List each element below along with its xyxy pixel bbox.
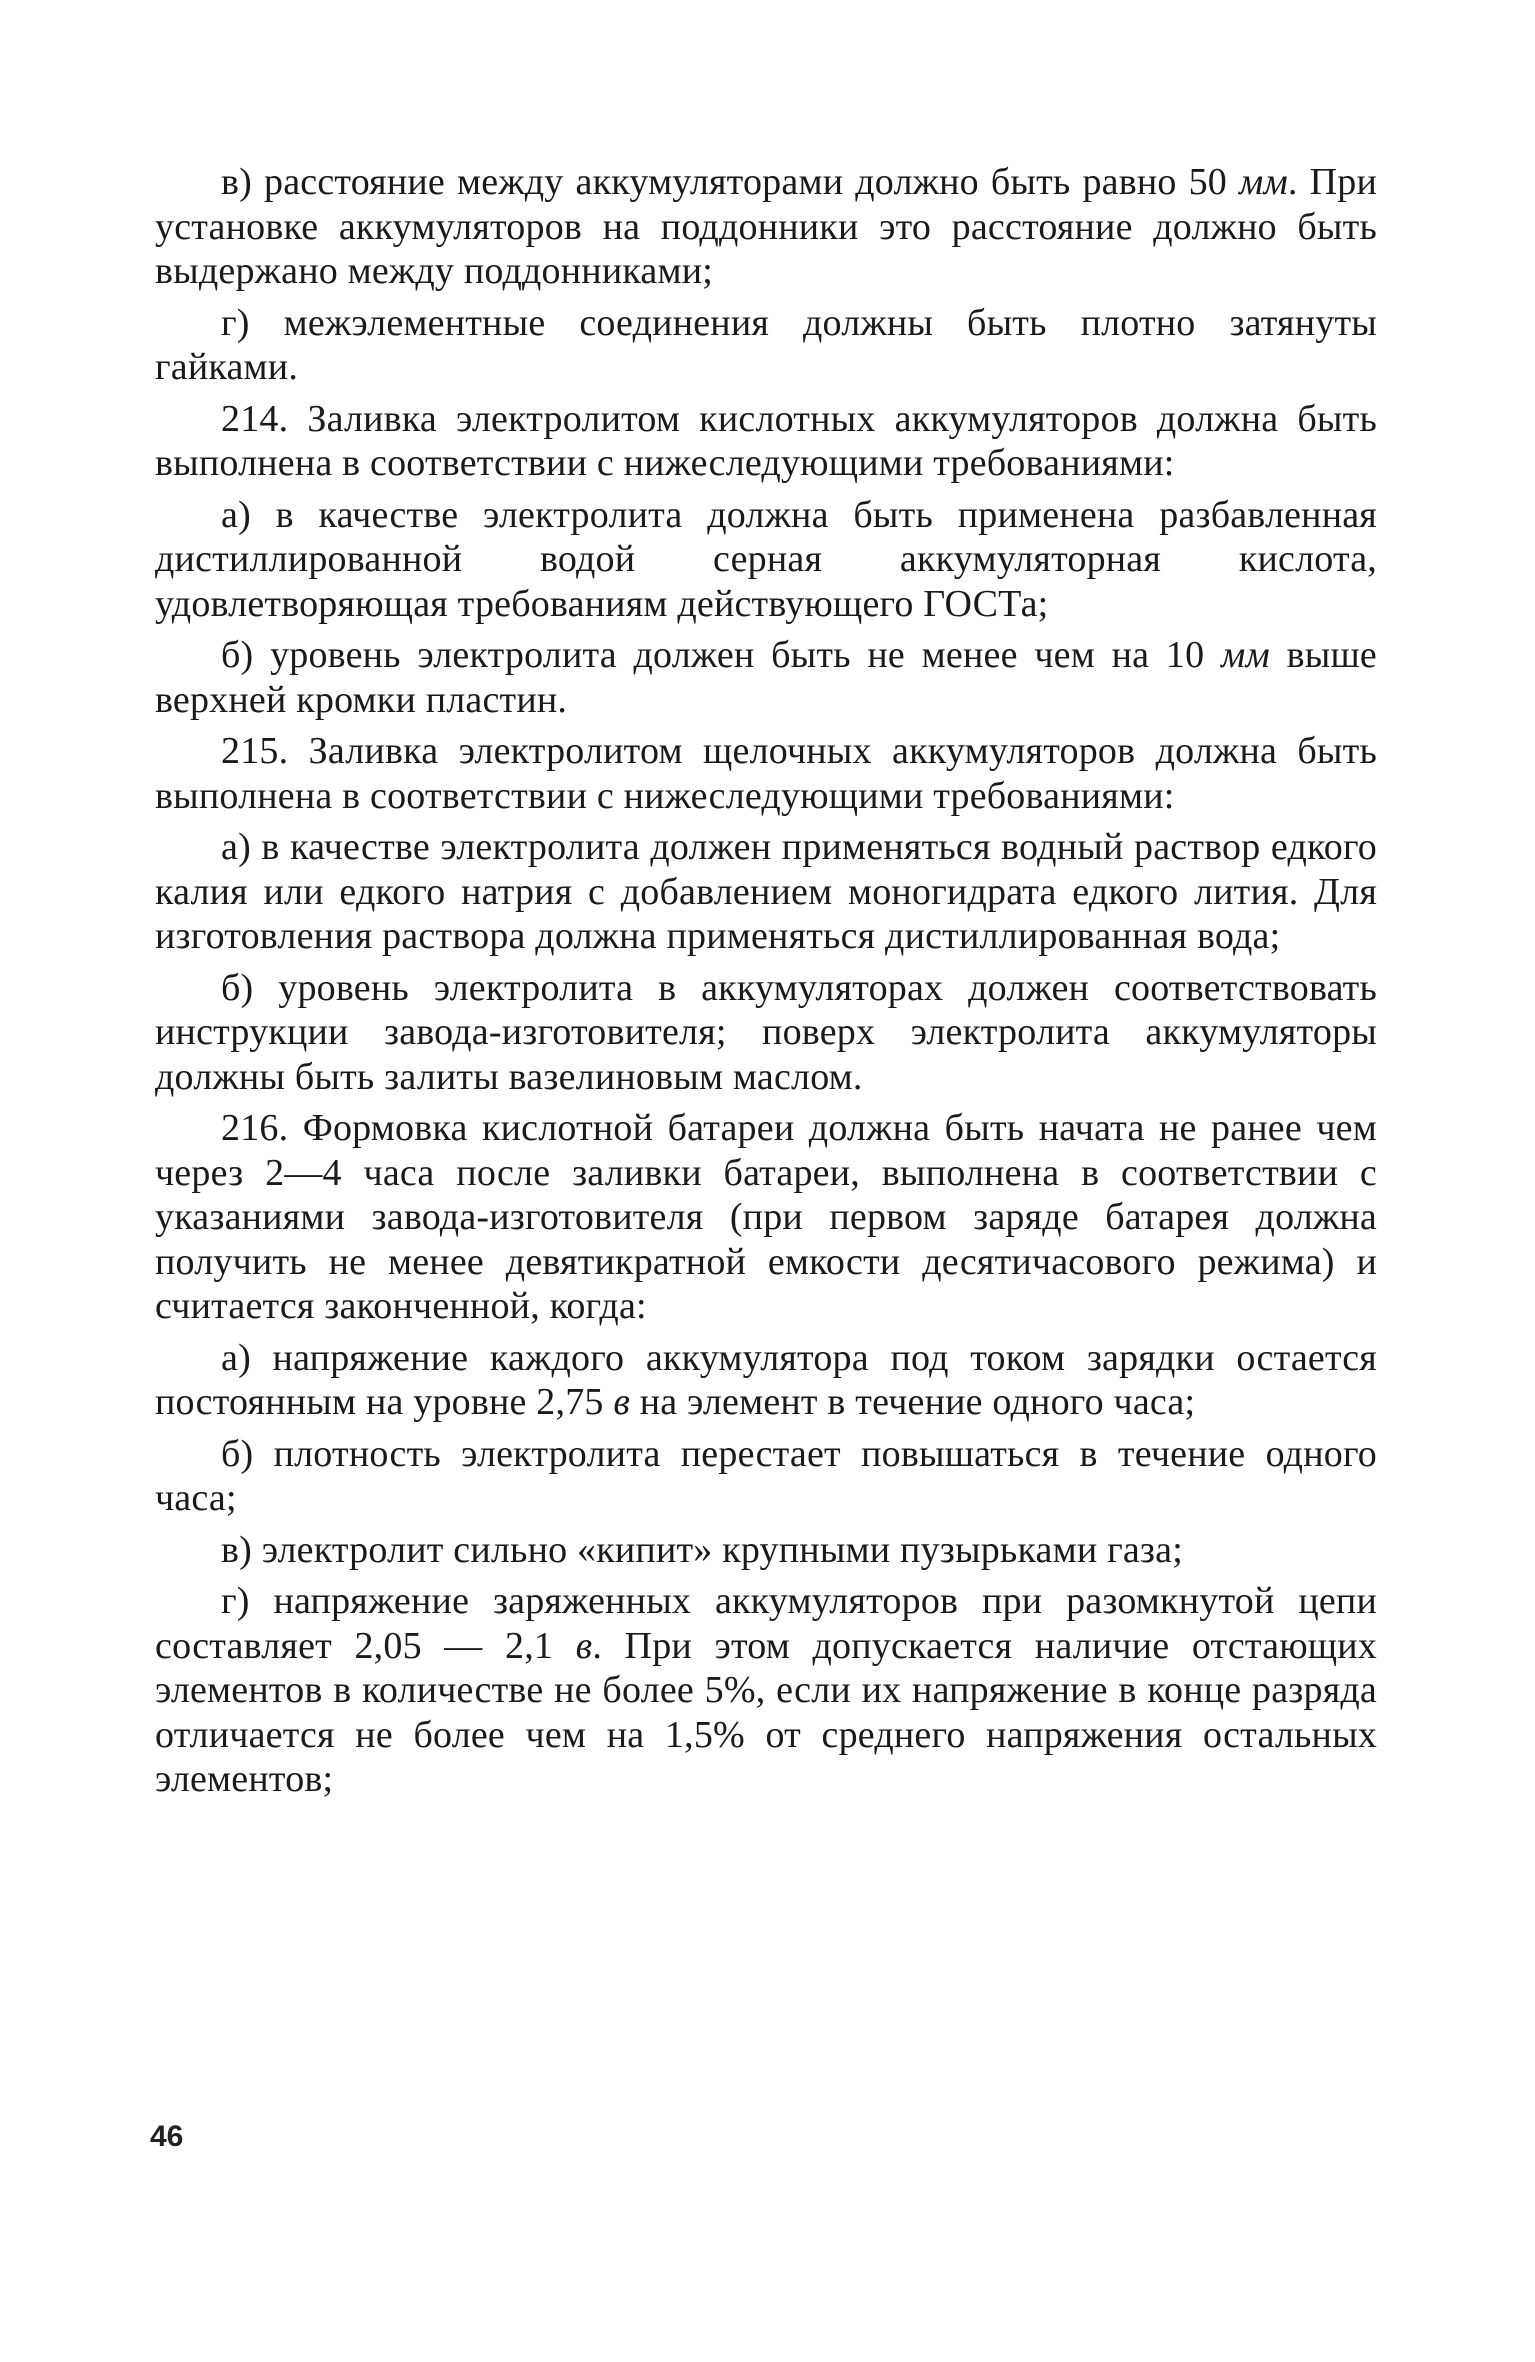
paragraph-216-b [155,1432,1377,1521]
unit-text: в [613,1381,631,1423]
text-run: выше верхней кромки пластин. [155,634,1377,721]
text-run: г) межэлементные соединения должны быть плотно затянуты гайками. [155,301,1377,388]
paragraph-216-v [155,1528,1377,1573]
text-run: 216. Формовка кислотной батареи должна быть начата не ранее чем через 2—4 часа после заливки батареи, выполнена в соответствии с указаниями завода-изготовителя (при первом заряде батарея должна получить не менее девятикратной емкости десятичасового режима) и считается законченной, когда: [155,1107,1377,1327]
text-run: г) напряжение заряженных аккумуляторов при разомкнутой цепи составляет 2,05 — 2,1 [155,1580,1377,1667]
text-run: а) в качестве электролита должен применяться водный раствор едкого калия или едкого натрия с добавлением моногидрата едкого лития. Для изготовления раствора должна применяться дистиллированная вода; [155,826,1377,957]
text-run: . При этом допускается наличие отстающих элементов в количестве не более 5%, если их напряжение в конце разряда отличается не более чем на 1,5% от среднего напряжения остальных элементов; [155,1624,1378,1800]
paragraph-215 [155,729,1377,818]
text-run: в) электролит сильно «кипит» крупными пузырьками газа; [221,1528,1183,1571]
paragraph-215-a [155,825,1377,959]
text-run: б) уровень электролита должен быть не менее чем на 10 [221,634,1221,676]
text-run: б) уровень электролита в аккумуляторах должен соответствовать инструкции завода-изготовителя; поверх электролита аккумуляторы должны быть залиты вазелиновым маслом. [155,966,1377,1098]
text-run: 214. Заливка электролитом кислотных аккумуляторов должна быть выполнена в соответствии с нижеследующими требованиями: [155,397,1377,484]
text-run: 215. Заливка электролитом щелочных аккумуляторов должна быть выполнена в соответствии с нижеследующими требованиями: [155,730,1377,817]
paragraph-216-g [155,1579,1377,1802]
paragraph-214-a [155,493,1377,627]
text-run: на элемент в течение одного часа; [630,1381,1196,1423]
paragraph-214 [155,397,1377,486]
paragraph-214-b [155,633,1377,722]
paragraph-v-distance [155,160,1377,294]
paragraph-216-a [155,1336,1377,1425]
unit-text: мм [1239,161,1288,203]
unit-text: мм [1221,634,1270,676]
paragraph-216 [155,1106,1377,1329]
paragraph-g-connections [155,301,1377,390]
page-body [155,160,1377,1809]
text-run: а) напряжение каждого аккумулятора под током зарядки остается постоянным на уровне 2,75 [155,1336,1377,1423]
text-run: а) в качестве электролита должна быть применена разбавленная дистиллированной водой серная аккумуляторная кислота, удовлетворяющая требованиям действующего ГОСТа; [155,493,1377,625]
text-run: б) плотность электролита перестает повышаться в течение одного часа; [155,1432,1377,1519]
text-run: . При установке аккумуляторов на поддонники это расстояние должно быть выдержано между поддонниками; [155,161,1377,292]
unit-text: в [575,1624,593,1667]
paragraph-215-b [155,966,1377,1100]
page-number: 46 [150,2120,184,2153]
text-run: в) расстояние между аккумуляторами должно быть равно 50 [221,161,1239,203]
